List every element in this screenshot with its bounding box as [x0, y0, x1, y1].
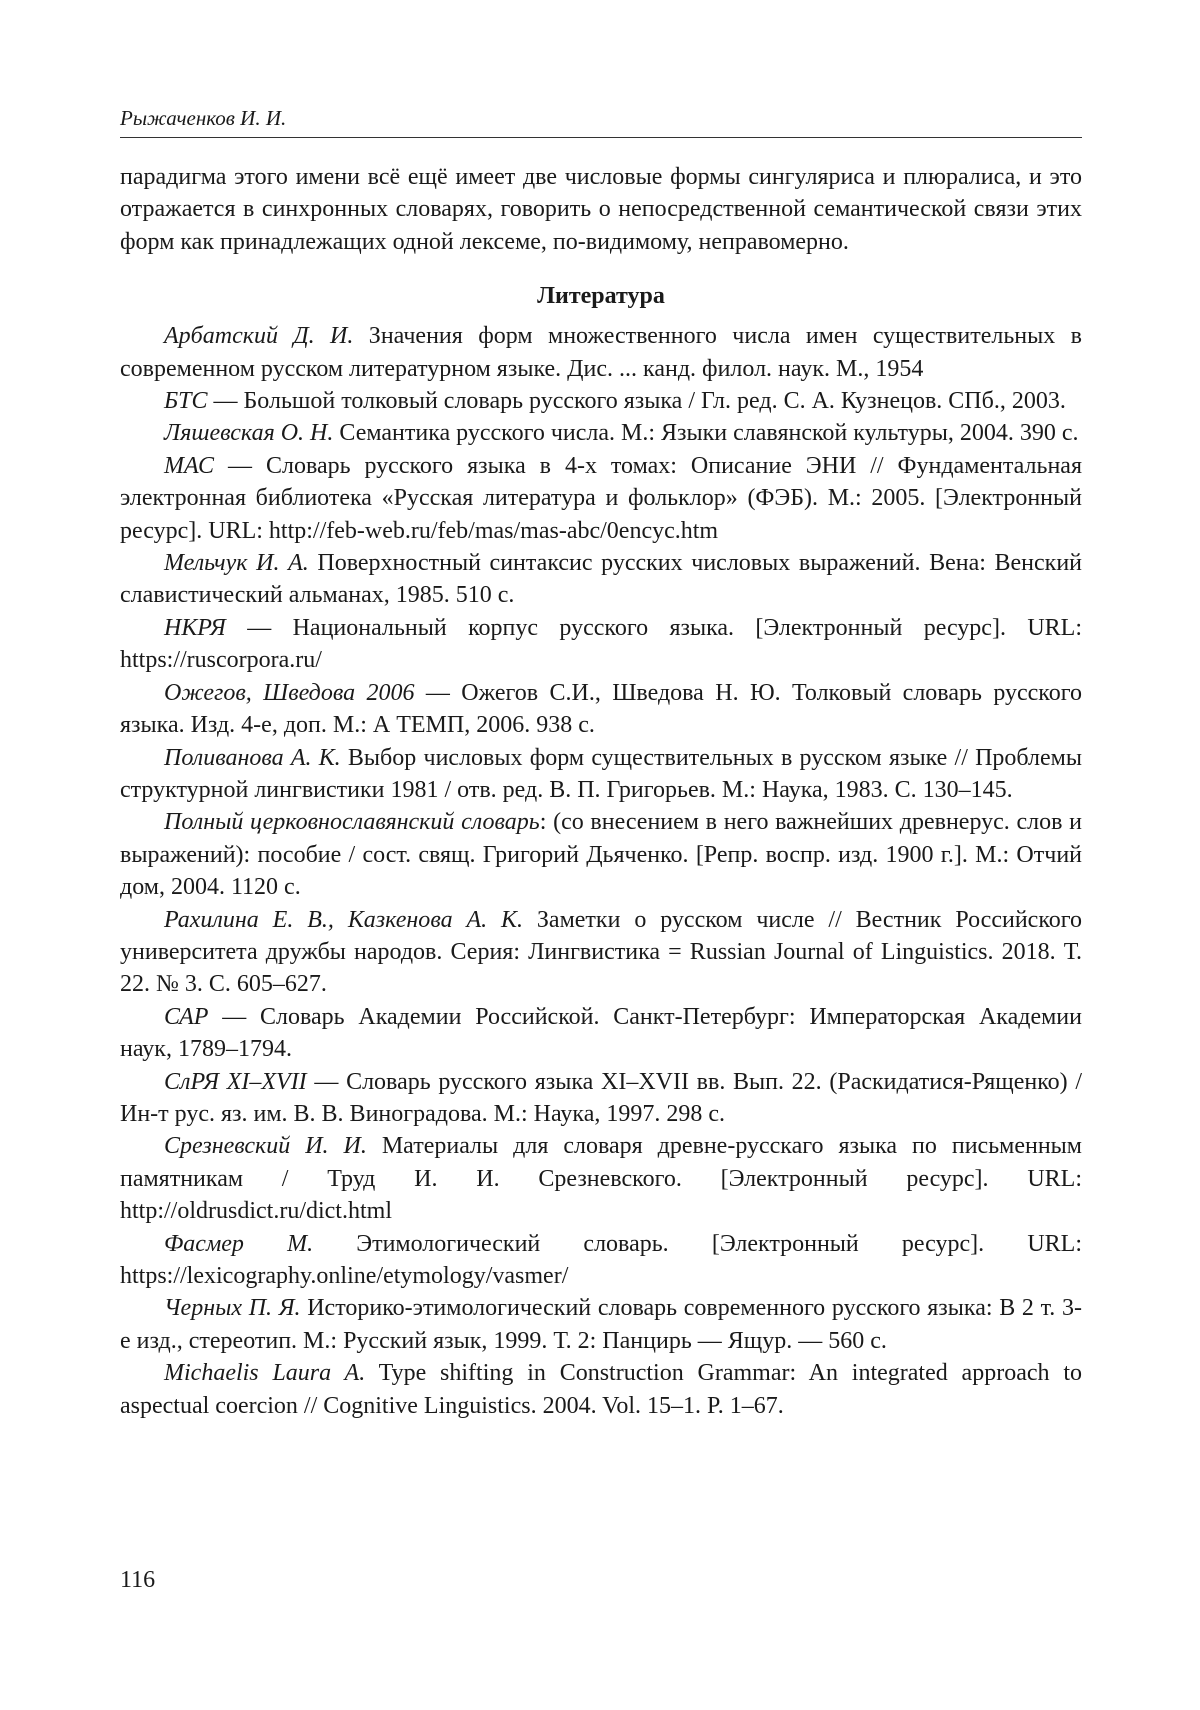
reference-author: САР: [164, 1003, 209, 1030]
reference-author: Поливанова А. К.: [164, 744, 341, 771]
reference-author: Черных П. Я.: [164, 1295, 301, 1322]
body-paragraph: парадигма этого имени всё ещё имеет две числовые формы сингуляриса и плюралиса, и это отражается в синхронных словарях, говорить о непосредственной семантической связи этих форм как принадлежащих одной лексеме, по-видимому, неправомерно.: [120, 164, 1082, 255]
reference-author: Срезневский И. И.: [164, 1133, 367, 1160]
reference-item: [120, 904, 1082, 1001]
reference-text: Материалы для словаря древне-русскаго языка по письменным памятникам / Труд И. И. Срезневского. [Электронный ресурс]. URL: http://oldrusdict.ru/dict.html: [120, 1133, 1082, 1225]
reference-text: Type shifting in Construction Grammar: An integrated approach to aspectual coercion // Cognitive Linguistics. 2004. Vol. 15–1. P. 1–67.: [120, 1360, 1082, 1419]
reference-item: [120, 612, 1082, 677]
reference-text: Историко-этимологический словарь современного русского языка: В 2 т. 3-е изд., стереотип. М.: Русский язык, 1999. Т. 2: Панцирь — Ящур. — 560 с.: [120, 1295, 1083, 1354]
reference-text: Выбор числовых форм существительных в русском языке // Проблемы структурной лингвистики 1981 / отв. ред. В. П. Григорьев. М.: Наука, 1983. С. 130–145.: [120, 744, 1082, 803]
reference-author: Мельчук И. А.: [164, 550, 309, 577]
references-title: Литература: [537, 283, 665, 310]
reference-item: [120, 547, 1082, 612]
reference-item: [120, 1357, 1082, 1422]
reference-item: [120, 417, 1082, 449]
running-header-author: Рыжаченков И. И.: [120, 106, 287, 130]
reference-author: СлРЯ XI–XVII: [164, 1068, 307, 1095]
reference-author: НКРЯ: [164, 614, 226, 641]
reference-text: — Словарь русского языка XI–XVII вв. Вып. 22. (Раскидатися-Рященко) / Ин-т рус. яз. им. В. В. Виноградова. М.: Наука, 1997. 298 с.: [120, 1068, 1082, 1127]
page-number: 116: [120, 1567, 156, 1593]
reference-text: Этимологический словарь. [Электронный ресурс]. URL: https://lexicography.online/etymology/vasmer/: [120, 1230, 1082, 1289]
reference-text: — Ожегов С.И., Шведова Н. Ю. Толковый словарь русского языка. Изд. 4-е, доп. М.: А ТЕМП, 2006. 938 с.: [120, 679, 1082, 739]
reference-item: [120, 450, 1082, 547]
reference-text: — Национальный корпус русского языка. [Электронный ресурс]. URL: https://ruscorpora.ru/: [120, 614, 1082, 674]
reference-text: Значения форм множественного числа имен существительных в современном русском литературном языке. Дис. ... канд. филол. наук. М., 1954: [120, 323, 1082, 382]
reference-item: [120, 806, 1082, 903]
reference-item: [120, 742, 1082, 807]
reference-text: Поверхностный синтаксис русских числовых выражений. Вена: Венский славистический альманах, 1985. 510 с.: [120, 550, 1083, 609]
header-divider: [120, 137, 1082, 138]
reference-item: [120, 1228, 1082, 1293]
reference-author: Michaelis Laura A.: [164, 1360, 366, 1387]
reference-item: [120, 1130, 1082, 1227]
reference-author: Рахилина Е. В., Казкенова А. К.: [164, 906, 523, 933]
reference-text: : (со внесением в него важнейших древнерус. слов и выражений): пособие / сост. свящ. Григорий Дьяченко. [Репр. воспр. изд. 1900 г.]. М.: Отчий дом, 2004. 1120 с.: [120, 809, 1082, 901]
reference-text: Семантика русского числа. М.: Языки славянской культуры, 2004. 390 с.: [333, 420, 1079, 447]
reference-text: — Большой толковый словарь русского языка / Гл. ред. С. А. Кузнецов. СПб., 2003.: [207, 388, 1066, 415]
reference-text: Заметки о русском числе // Вестник Российского университета дружбы народов. Серия: Лингвистика = Russian Journal of Linguistics. 2018. Т. 22. № 3. С. 605–627.: [120, 906, 1083, 998]
reference-text: — Словарь Академии Российской. Санкт-Петербург: Императорская Академии наук, 1789–1794.: [120, 1003, 1082, 1063]
reference-text: — Словарь русского языка в 4-х томах: Описание ЭНИ // Фундаментальная электронная библиотека «Русская литература и фольклор» (ФЭБ). М.: 2005. [Электронный ресурс]. URL: http://feb-web.ru/feb/mas/mas-abc/0encyc.htm: [120, 452, 1082, 544]
reference-author: Ляшевская О. Н.: [164, 420, 334, 447]
reference-item: [120, 385, 1082, 417]
reference-item: [120, 677, 1082, 742]
reference-author: БТС: [164, 388, 208, 415]
reference-item: [120, 1001, 1082, 1066]
page-content: [120, 161, 1082, 1422]
reference-author: МАС: [164, 452, 215, 479]
reference-author: Ожегов, Шведова 2006: [164, 679, 415, 706]
reference-item: [120, 1292, 1082, 1357]
reference-item: [120, 320, 1082, 385]
reference-author: Фасмер М.: [164, 1230, 314, 1257]
reference-author: Полный церковнославянский словарь: [164, 809, 540, 836]
reference-author: Арбатский Д. И.: [164, 323, 354, 350]
reference-item: [120, 1066, 1082, 1131]
reference-list: [120, 320, 1082, 1422]
